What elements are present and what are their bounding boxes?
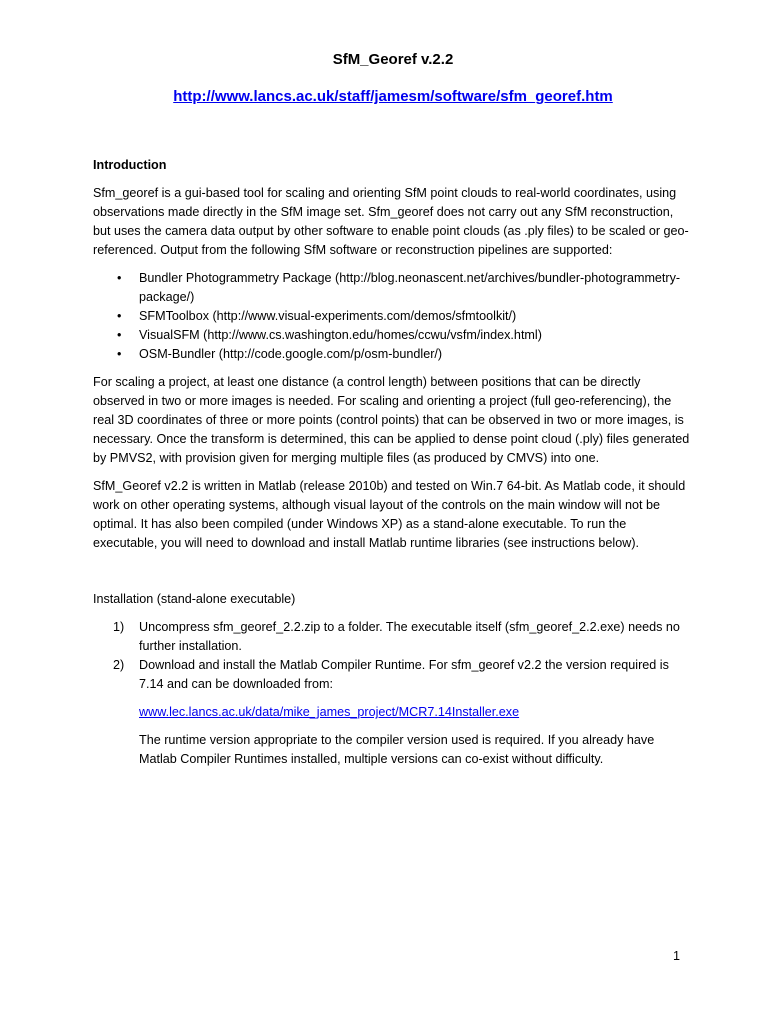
runtime-note: The runtime version appropriate to the compiler version used is required. If you already have Matlab Compiler Runtimes installed, multiple versions can co-exist without difficulty.	[139, 733, 655, 766]
mcr-download-link[interactable]: www.lec.lancs.ac.uk/data/mike_james_project/MCR7.14Installer.exe	[139, 705, 520, 719]
document-body	[93, 156, 693, 778]
intro-paragraph: Sfm_georef is a gui-based tool for scaling and orienting SfM point clouds to real-world coordinates, using observations made directly in the SfM image set. Sfm_georef does not carry out any SfM reconstruction, but uses the camera data output by other software to enable point clouds (as .ply files) to be scaled or geo-referenced. Output from the following SfM software or reconstruction pipelines are supported:	[93, 186, 689, 257]
install-heading: Installation (stand-alone executable)	[93, 592, 296, 606]
list-item	[93, 307, 693, 326]
list-item-text: Bundler Photogrammetry Package (http://blog.neonascent.net/archives/bundler-photogrammetry-package/)	[139, 271, 681, 304]
step-text: Download and install the Matlab Compiler Runtime. For sfm_georef v2.2 the version required is 7.14 and can be downloaded from:	[139, 658, 669, 691]
bullet-icon: •	[117, 328, 122, 342]
list-item	[93, 345, 693, 364]
install-steps-list	[93, 618, 693, 694]
bullet-icon: •	[117, 347, 122, 361]
list-item	[93, 656, 693, 694]
step-number: 2)	[113, 658, 125, 672]
list-item	[93, 618, 693, 656]
list-item	[93, 326, 693, 345]
scaling-paragraph: For scaling a project, at least one distance (a control length) between positions that can be directly observed in two or more images is needed. For scaling and orienting a project (full geo-referencing), the real 3D coordinates of three or more points (control points) that can be observed in two or more images, is necessary. Once the transform is determined, this can be applied to dense point cloud (.ply) files generated by PMVS2, with provision given for merging multiple files (as produced by CMVS) into one.	[93, 375, 690, 465]
bullet-icon: •	[117, 271, 122, 285]
project-url-link[interactable]: http://www.lancs.ac.uk/staff/jamesm/software/sfm_georef.htm	[173, 88, 613, 105]
mcr-link-block	[93, 703, 693, 722]
list-item-text: VisualSFM (http://www.cs.washington.edu/homes/ccwu/vsfm/index.html)	[139, 328, 542, 342]
step-number: 1)	[113, 620, 125, 634]
document-title: SfM_Georef v.2.2	[332, 51, 454, 68]
list-item-text: SFMToolbox (http://www.visual-experiments.com/demos/sfmtoolkit/)	[139, 309, 517, 323]
section-spacer	[93, 562, 693, 590]
list-item-text: OSM-Bundler (http://code.google.com/p/osm-bundler/)	[139, 347, 443, 361]
intro-heading: Introduction	[93, 158, 167, 172]
matlab-paragraph: SfM_Georef v2.2 is written in Matlab (release 2010b) and tested on Win.7 64-bit. As Matlab code, it should work on other operating systems, although visual layout of the controls on the main window will not be optimal. It has also been compiled (under Windows XP) as a stand-alone executable. To run the executable, you will need to download and install Matlab runtime libraries (see instructions below).	[93, 479, 686, 550]
list-item	[93, 269, 693, 307]
step-text: Uncompress sfm_georef_2.2.zip to a folder. The executable itself (sfm_georef_2.2.exe) needs no further installation.	[139, 620, 680, 653]
page-number: 1	[673, 949, 681, 963]
supported-software-list	[93, 269, 693, 364]
bullet-icon: •	[117, 309, 122, 323]
